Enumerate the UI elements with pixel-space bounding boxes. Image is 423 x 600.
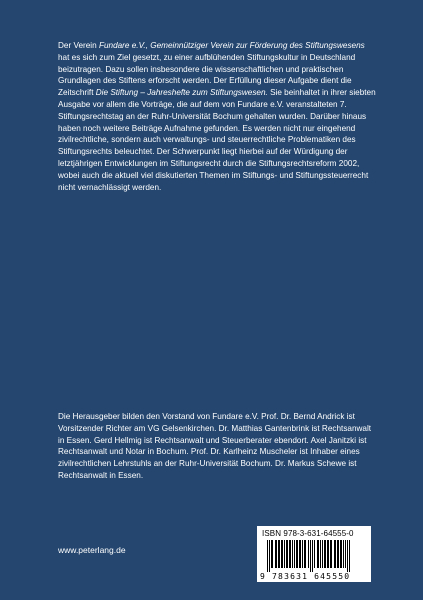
barcode-bar: [269, 540, 270, 572]
barcode-bar: [330, 540, 332, 568]
barcode-bar: [275, 540, 277, 568]
barcode-bar: [289, 540, 291, 568]
barcode-bar: [281, 540, 283, 568]
barcode-bar: [347, 540, 348, 572]
barcode-bar: [322, 540, 323, 568]
barcode-bar: [334, 540, 336, 568]
barcode-bar: [317, 540, 319, 568]
barcode-bar: [299, 540, 301, 568]
publisher-website: www.peterlang.de: [58, 545, 126, 555]
blurb-text-italic: Die Stiftung – Jahreshefte zum Stiftungswesen.: [95, 88, 268, 98]
barcode-bar: [302, 540, 303, 568]
barcode-bar: [312, 540, 313, 572]
barcode-bar: [337, 540, 339, 568]
barcode-bar: [327, 540, 329, 568]
back-cover-blurb: [58, 40, 376, 193]
barcode-bar: [343, 540, 344, 568]
barcode-bar: [278, 540, 280, 568]
barcode-bar: [310, 540, 311, 572]
barcode-bar: [308, 540, 309, 568]
barcode-bar: [320, 540, 321, 568]
isbn-barcode: [257, 526, 371, 582]
barcode-bar: [296, 540, 298, 568]
barcode-bar: [304, 540, 306, 568]
barcode-bar: [345, 540, 346, 568]
barcode-bar: [349, 540, 350, 572]
barcode-digits: 9 783631 645550: [260, 572, 351, 581]
barcode-bar: [267, 540, 268, 572]
blurb-text-italic: Fundare e.V., Gemeinnütziger Verein zur Förderung des Stiftungswesens: [98, 41, 365, 50]
blurb-text: Der Verein: [58, 41, 99, 50]
barcode-bar: [340, 540, 342, 568]
blurb-paragraph: [58, 40, 376, 193]
barcode-bar: [294, 540, 295, 568]
editors-bio: Die Herausgeber bilden den Vorstand von Fundare e.V. Prof. Dr. Bernd Andrick ist Vorsitzender Richter am VG Gelsenkirchen. Dr. Matthias Gantenbrink ist Rechtsanwalt in Essen. Gerd Hellmig ist Rechtsanwalt und Steuerberater ebendort. Axel Janitzki ist Rechtsanwalt und Notar in Bochum. Prof. Dr. Karlheinz Muscheler ist Inhaber eines zivilrechtlichen Lehrstuhls an der Ruhr-Universität Bochum. Dr. Markus Schewe ist Rechtsanwalt in Essen.: [58, 412, 372, 480]
barcode-bar: [292, 540, 293, 568]
barcode-bar: [284, 540, 285, 568]
barcode-bars: [267, 540, 363, 572]
blurb-text: Sie beinhaltet in ihrer siebten Ausgabe vor allem die Vorträge, die auf dem von Fundare e.V. veranstalteten 7. Stiftungsrechtstag an der Ruhr-Universität Bochum gehalten wurden. Darüber hinaus haben noch weitere Beiträge Aufnahme gefunden. Es werden nicht nur eingehend zivilrechtliche, sondern auch verwaltungs- und steuerrechtliche Problematiken des Stiftungsrechts beleuchtet. Der Schwerpunkt liegt hierbei auf der Würdigung der letztjährigen Entwicklungen im Stiftungsrecht durch die Stiftungsrechtsreform 2002, wobei auch die aktuell viel diskutierten Themen im Stiftungs- und Stiftungssteuerrecht nicht vernachlässigt werden.: [58, 88, 376, 192]
barcode-bar: [324, 540, 326, 568]
barcode-bar: [271, 540, 273, 568]
isbn-label: ISBN 978-3-631-64555-0: [262, 529, 354, 538]
barcode-bar: [314, 540, 315, 568]
barcode-bar: [286, 540, 288, 568]
blurb-text: hat es sich zum Ziel gesetzt, zu einer aufblühenden Stiftungskultur in Deutschland beizutragen. Dazu sollen insbesondere die wissenschaftlichen und praktischen Grundlagen des Stiftens erforscht werden. Der Erfüllung dieser Aufgabe dient die Zeitschrift: [58, 52, 356, 98]
